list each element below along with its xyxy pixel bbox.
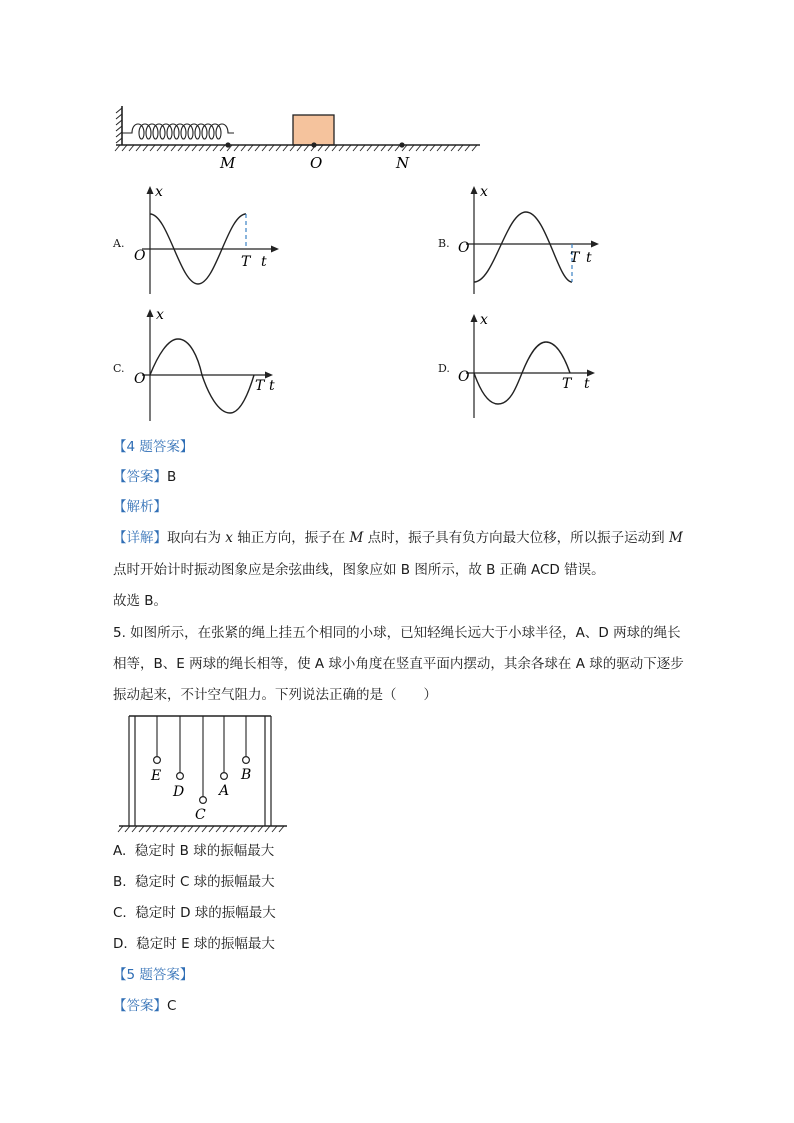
x-axis-arrowhead [471, 186, 478, 194]
ball-a [221, 773, 228, 780]
point-o-dot [311, 142, 316, 147]
q4-detail-line-1: 【详解】取向右为 x 轴正方向，振子在 M 点时，振子具有负方向最大位移，所以振子运动到 M [113, 530, 683, 546]
graph-c-option-label: C. [113, 362, 125, 375]
ball-b-label: B [241, 767, 252, 783]
origin-label: O [134, 371, 146, 387]
axis-x-label: x [156, 307, 164, 323]
ball-c-label: C [195, 807, 206, 823]
q4-analysis-tag: 【解析】 [113, 499, 167, 515]
x-axis-arrowhead [147, 186, 154, 194]
period-label: T [562, 376, 572, 392]
q5-answer-line [113, 996, 176, 1016]
q4-answer-line [113, 467, 176, 487]
origin-label: O [134, 248, 146, 264]
ground-hatching [118, 826, 284, 832]
axis-x-label: x [480, 184, 488, 200]
label-m: M [220, 154, 236, 172]
ball-e-label: E [151, 768, 162, 784]
graph-b-option-label: B. [438, 237, 450, 250]
x-axis-arrowhead [471, 314, 478, 322]
period-label: T [570, 250, 580, 266]
displacement-curve [150, 339, 254, 413]
q5-stem-line-2: 相等，B、E 两球的绳长相等，使 A 球小角度在竖直平面内摆动，其余各球在 A 球的驱动下逐步 [113, 656, 684, 672]
q4-conclusion: 故选 B。 [113, 593, 168, 609]
period-label: T [241, 254, 251, 270]
ball-d-label: D [173, 784, 185, 800]
graph-b [452, 182, 612, 300]
ball-b [243, 757, 250, 764]
label-o: O [310, 154, 323, 172]
point-n-dot [399, 142, 404, 147]
graph-c [128, 305, 288, 425]
origin-label: O [458, 369, 470, 385]
spring [122, 124, 234, 139]
axis-t-label: t [584, 376, 590, 392]
answer-value: C [167, 998, 177, 1014]
q5-option-c: C. 稳定时 D 球的振幅最大 [113, 905, 276, 921]
q5-stem-line-1: 5. 如图所示，在张紧的绳上挂五个相同的小球，已知轻绳长远大于小球半径，A、D 两球的绳长 [113, 625, 681, 641]
q5-stem-line-3: 振动起来，不计空气阻力。下列说法正确的是（ ） [113, 687, 437, 703]
floor-hatching [115, 145, 477, 151]
graph-a [128, 182, 288, 300]
answer-value: B [167, 469, 177, 485]
axis-x-label: x [155, 184, 163, 200]
spring-oscillator-figure [110, 100, 490, 178]
point-m-dot [225, 142, 230, 147]
t-axis-arrowhead [271, 246, 279, 253]
axis-t-label: t [261, 254, 267, 270]
q5-option-d: D. 稳定时 E 球的振幅最大 [113, 936, 275, 952]
answer-tag: 【答案】 [113, 998, 167, 1014]
q5-option-b: B. 稳定时 C 球的振幅最大 [113, 874, 275, 890]
origin-label: O [458, 240, 470, 256]
period-label: T [255, 378, 265, 394]
answer-tag: 【答案】 [113, 469, 167, 485]
wall-hatching [116, 108, 122, 143]
q4-answer-header: 【4 题答案】 [113, 439, 194, 455]
graph-d-option-label: D. [438, 362, 450, 375]
ball-e [154, 757, 161, 764]
ball-a-label: A [219, 783, 230, 799]
graph-a-option-label: A. [113, 237, 125, 250]
axis-t-label: t [269, 378, 275, 394]
t-axis-arrowhead [591, 241, 599, 248]
q4-detail-line-2: 点时开始计时振动图象应是余弦曲线，图象应如 B 图所示，故 B 正确 ACD 错误。 [113, 562, 605, 578]
oscillator-block [293, 115, 334, 145]
graph-d [452, 310, 612, 425]
displacement-curve [474, 212, 572, 282]
ball-c [200, 797, 207, 804]
q5-answer-header: 【5 题答案】 [113, 967, 194, 983]
axis-x-label: x [480, 312, 488, 328]
ball-d [177, 773, 184, 780]
label-n: N [396, 154, 410, 172]
pendulum-figure [115, 712, 295, 834]
q5-option-a: A. 稳定时 B 球的振幅最大 [113, 843, 275, 859]
x-axis-arrowhead [147, 309, 154, 317]
strings [157, 716, 246, 797]
axis-t-label: t [586, 250, 592, 266]
